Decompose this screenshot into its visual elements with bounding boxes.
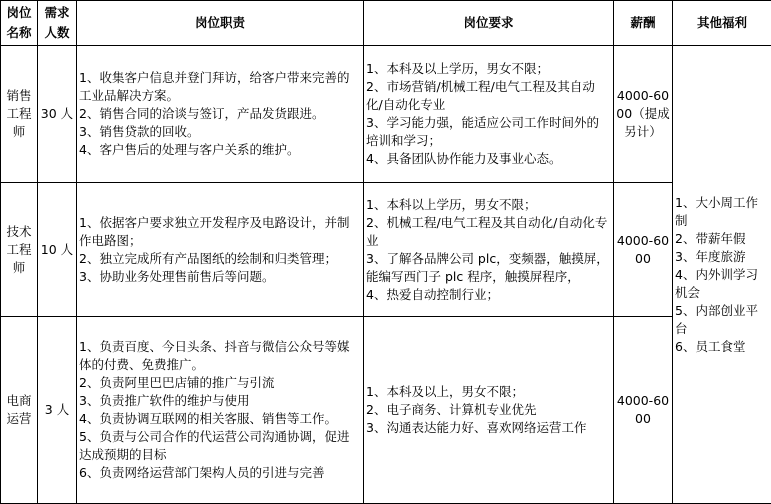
benefit-item: 2、带薪年假 [675,230,769,248]
table-row [1,183,771,317]
salary-cell [614,46,673,183]
header-count: 需求人数 [38,1,77,46]
requirement-item: 1、本科及以上学历，男女不限； [366,60,611,78]
duty-item: 2、销售合同的洽谈与签订，产品发货跟进。 [79,105,361,123]
requirements-cell [364,317,614,504]
duties-cell [77,46,364,183]
requirement-item: 4、热爱自动控制行业； [366,286,611,304]
header-position: 岗位名称 [1,1,38,46]
duty-item: 3、销售贷款的回收。 [79,123,361,141]
duty-item: 3、负责推广软件的维护与使用 [79,392,361,410]
header-duties: 岗位职责 [77,1,364,46]
salary-cell [614,317,673,504]
header-benefits: 其他福利 [673,1,771,46]
count-cell: 30 人 [38,46,77,183]
benefit-item: 1、大小周工作制 [675,194,769,230]
requirements-cell [364,183,614,317]
duty-item: 3、协助业务处理售前售后等问题。 [79,268,361,286]
duties-cell [77,317,364,504]
position-cell: 销售工程师 [1,46,38,183]
requirement-item: 3、了解各品牌公司 plc，变频器，触摸屏，能编写西门子 plc 程序，触摸屏程序， [366,250,611,286]
benefit-item: 3、年度旅游 [675,248,769,266]
salary-value: 4000-6000 [616,392,670,428]
header-salary: 薪酬 [614,1,673,46]
count-cell: 10 人 [38,183,77,317]
requirement-item: 3、学习能力强，能适应公司工作时间外的培训和学习； [366,114,611,150]
requirement-item: 2、机械工程/电气工程及其自动化/自动化专业 [366,214,611,250]
salary-cell [614,183,673,317]
requirements-cell [364,46,614,183]
requirement-item: 1、本科及以上，男女不限； [366,383,611,401]
header-requirements: 岗位要求 [364,1,614,46]
count-cell: 3 人 [38,317,77,504]
benefit-item: 4、内外训学习机会 [675,266,769,302]
benefit-item: 5、内部创业平台 [675,302,769,338]
table-row [1,46,771,183]
duties-cell [77,183,364,317]
header-row [1,1,771,46]
duty-item: 1、依据客户要求独立开发程序及电路设计，并制作电路图； [79,214,361,250]
benefit-item: 6、员工食堂 [675,338,769,356]
requirement-item: 2、市场营销/机械工程/电气工程及其自动化/自动化专业 [366,78,611,114]
salary-value: 4000-6000 [616,232,670,268]
requirement-item: 3、沟通表达能力好、喜欢网络运营工作 [366,419,611,437]
duty-item: 1、收集客户信息并登门拜访，给客户带来完善的工业品解决方案。 [79,69,361,105]
duty-item: 1、负责百度、今日头条、抖音与微信公众号等媒体的付费、免费推广。 [79,338,361,374]
requirement-item: 2、电子商务、计算机专业优先 [366,401,611,419]
requirement-item: 4、具备团队协作能力及事业心态。 [366,150,611,168]
position-cell: 电商运营 [1,317,38,504]
position-cell: 技术工程师 [1,183,38,317]
duty-item: 4、负责协调互联网的相关客服、销售等工作。 [79,410,361,428]
requirement-item: 1、本科以上学历，男女不限； [366,196,611,214]
salary-value: 4000-6000（提成另计） [616,87,670,141]
duty-item: 2、负责阿里巴巴店铺的推广与引流 [79,374,361,392]
duty-item: 4、客户售后的处理与客户关系的维护。 [79,141,361,159]
duty-item: 5、负责与公司合作的代运营公司沟通协调，促进达成预期的目标 [79,428,361,464]
duty-item: 6、负责网络运营部门架构人员的引进与完善 [79,464,361,482]
benefits-cell [673,46,771,504]
table-row [1,317,771,504]
duty-item: 2、独立完成所有产品图纸的绘制和归类管理； [79,250,361,268]
